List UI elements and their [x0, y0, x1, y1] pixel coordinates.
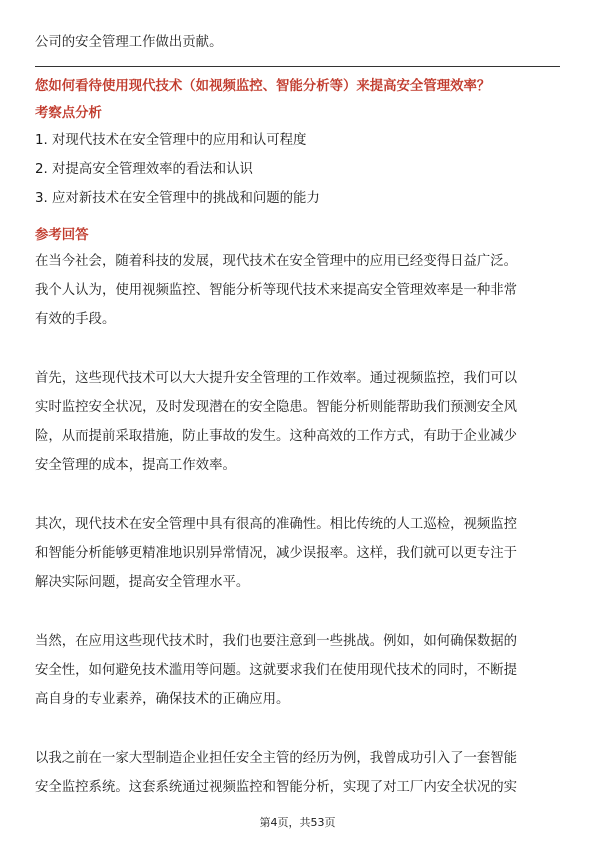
answer-line: 在当今社会，随着科技的发展，现代技术在安全管理中的应用已经变得日益广泛。	[35, 254, 518, 269]
answer-line: 我个人认为，使用视频监控、智能分析等现代技术来提高安全管理效率是一种非常	[35, 283, 518, 298]
answer-line: 有效的手段。	[35, 312, 116, 327]
analysis-point-3: 3. 应对新技术在安全管理中的挑战和问题的能力	[35, 191, 320, 206]
answer-line: 和智能分析能够更精准地识别异常情况，减少误报率。这样，我们就可以更专注于	[35, 546, 518, 561]
answer-line: 安全管理的成本，提高工作效率。	[35, 458, 236, 473]
answer-line: 以我之前在一家大型制造企业担任安全主管的经历为例，我曾成功引入了一套智能	[35, 751, 518, 766]
answer-line: 险，从而提前采取措施，防止事故的发生。这种高效的工作方式，有助于企业减少	[35, 429, 518, 444]
answer-line: 首先，这些现代技术可以大大提升安全管理的工作效率。通过视频监控，我们可以	[35, 371, 518, 386]
points-analysis-title: 考察点分析	[35, 106, 102, 121]
reference-answer-title: 参考回答	[35, 228, 89, 243]
answer-line: 安全性，如何避免技术滥用等问题。这就要求我们在使用现代技术的同时，不断提	[35, 663, 518, 678]
page-footer: 第4页，共53页	[259, 816, 336, 829]
analysis-point-1: 1. 对现代技术在安全管理中的应用和认可程度	[35, 133, 307, 148]
answer-line: 高自身的专业素养，确保技术的正确应用。	[35, 692, 290, 707]
interview-question: 您如何看待使用现代技术（如视频监控、智能分析等）来提高安全管理效率？	[35, 79, 491, 94]
intro-tail-text: 公司的安全管理工作做出贡献。	[35, 35, 223, 50]
answer-line: 解决实际问题，提高安全管理水平。	[35, 575, 250, 590]
answer-line: 实时监控安全状况，及时发现潜在的安全隐患。智能分析则能帮助我们预测安全风	[35, 400, 518, 415]
answer-line: 当然，在应用这些现代技术时，我们也要注意到一些挑战。例如，如何确保数据的	[35, 634, 518, 649]
section-divider	[35, 66, 560, 67]
answer-line: 其次，现代技术在安全管理中具有很高的准确性。相比传统的人工巡检，视频监控	[35, 517, 518, 532]
answer-line: 安全监控系统。这套系统通过视频监控和智能分析，实现了对工厂内安全状况的实	[35, 780, 518, 795]
analysis-point-2: 2. 对提高安全管理效率的看法和认识	[35, 162, 253, 177]
